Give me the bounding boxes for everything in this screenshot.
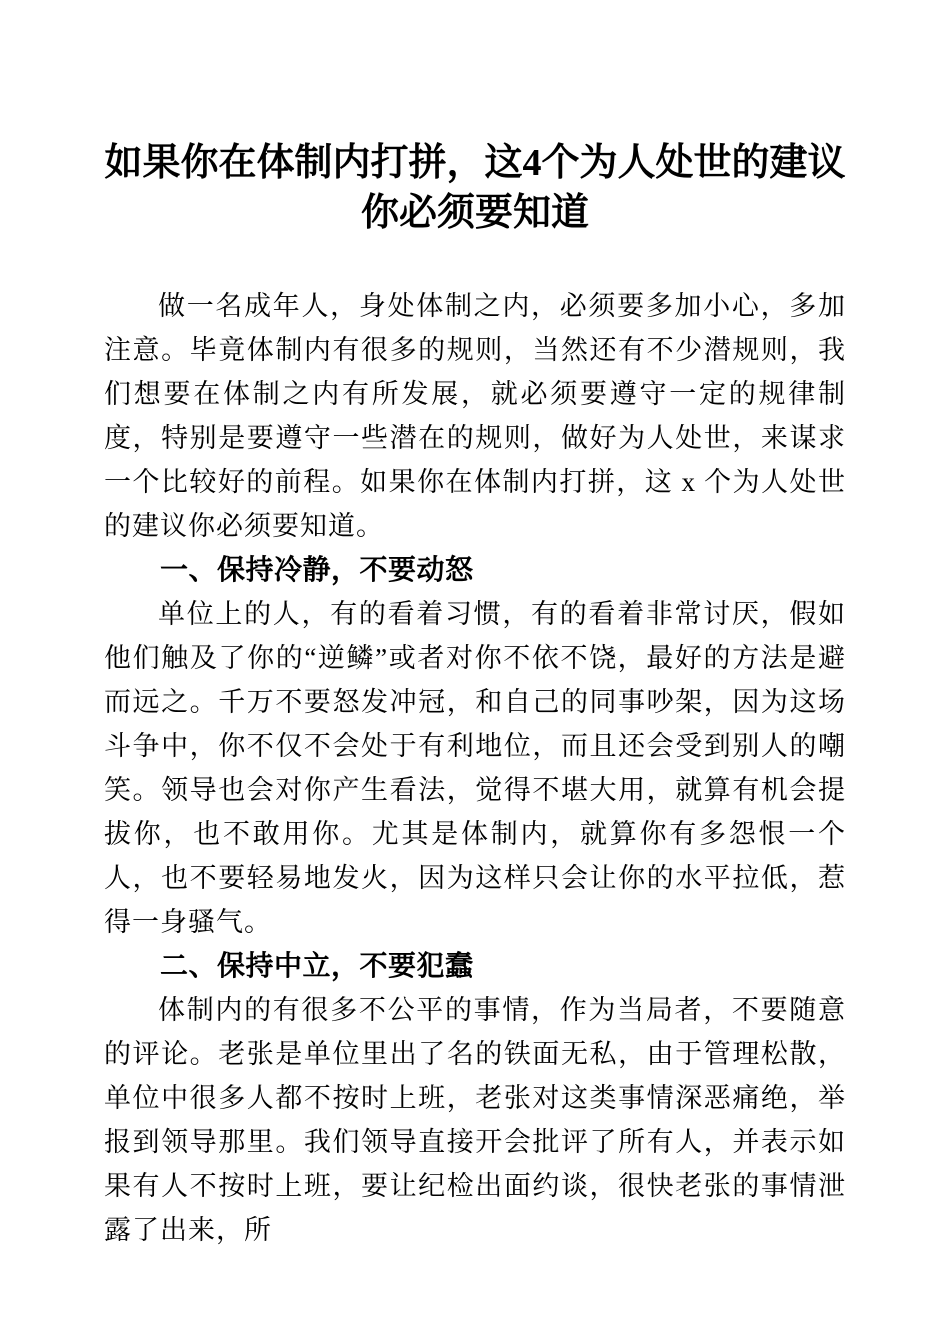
- section-heading-1: 一、保持冷静，不要动怒: [160, 554, 474, 585]
- document-title: 如果你在体制内打拼，这4个为人处世的建议你必须要知道: [104, 142, 846, 234]
- section-heading-2: 二、保持中立，不要犯蠢: [160, 950, 474, 981]
- intro-paragraph: 做一名成年人，身处体制之内，必须要多加小心，多加注意。毕竟体制内有很多的规则，当然还有不少潜规则，我们想要在体制之内有所发展，就必须要遵守一定的规律制度，特别是要遵守一些潜在的规则，做好为人处世，来谋求一个比较好的前程。如果你在体制内打拼，这 x 个为人处世的建议你必须要知道。: [104, 291, 846, 541]
- section-1-paragraph: 单位上的人，有的看着习惯，有的看着非常讨厌，假如他们触及了你的“逆鳞”或者对你不依不饶，最好的方法是避而远之。千万不要怒发冲冠，和自己的同事吵架，因为这场斗争中，你不仅不会处于有利地位，而且还会受到别人的嘲笑。领导也会对你产生看法，觉得不堪大用，就算有机会提拔你，也不敢用你。尤其是体制内，就算你有多怨恨一个人，也不要轻易地发火，因为这样只会让你的水平拉低，惹得一身骚气。: [104, 599, 846, 937]
- section-2-paragraph: 体制内的有很多不公平的事情，作为当局者，不要随意的评论。老张是单位里出了名的铁面无私，由于管理松散，单位中很多人都不按时上班，老张对这类事情深恶痛绝，举报到领导那里。我们领导直接开会批评了所有人，并表示如果有人不按时上班，要让纪检出面约谈，很快老张的事情泄露了出来，所: [104, 995, 846, 1245]
